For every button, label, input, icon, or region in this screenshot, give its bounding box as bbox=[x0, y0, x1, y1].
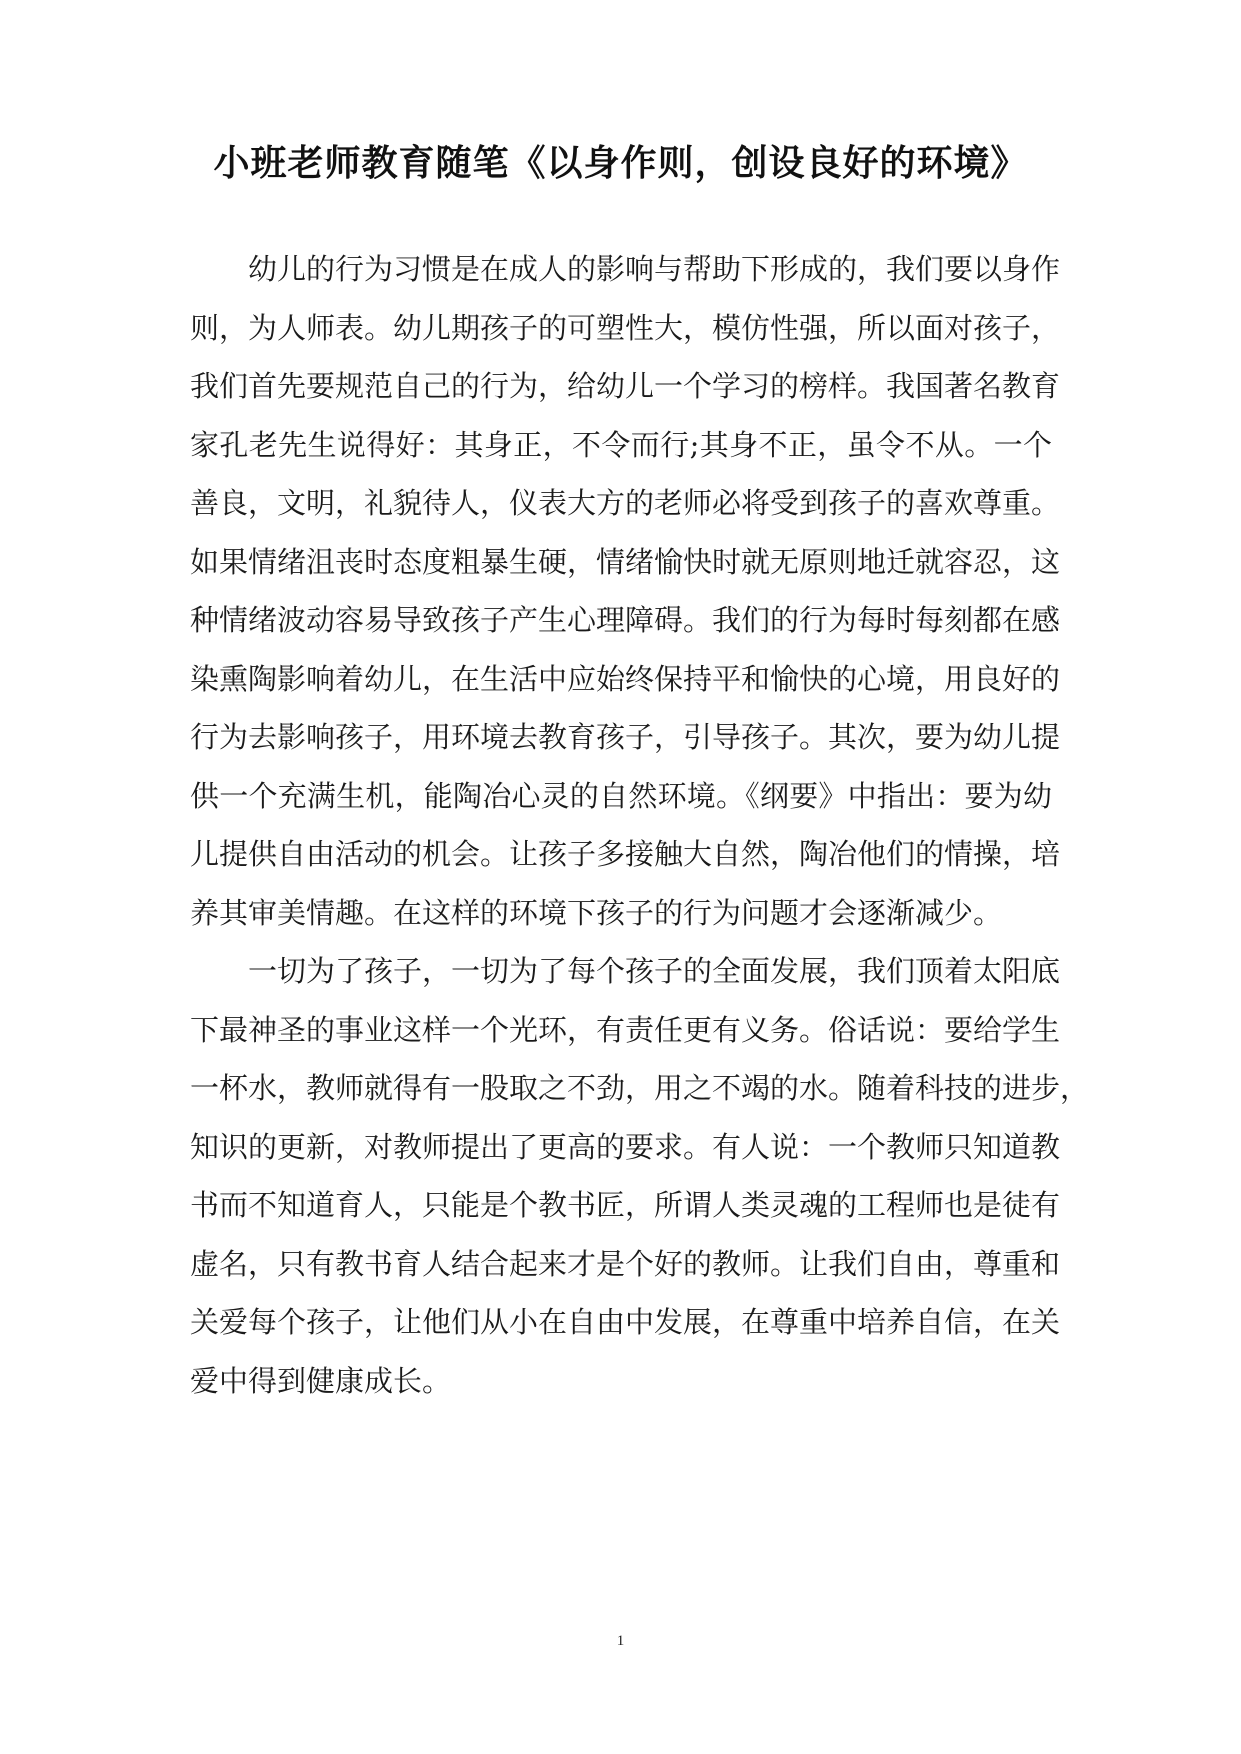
paragraph-1 bbox=[190, 240, 1061, 942]
paragraph-line: 知识的更新，对教师提出了更高的要求。有人说：一个教师只知道教 bbox=[190, 1129, 1061, 1164]
paragraph-line: 儿提供自由活动的机会。让孩子多接触大自然，陶冶他们的情操，培 bbox=[190, 837, 1061, 871]
page-number: 1 bbox=[616, 1633, 625, 1649]
document-title: 小班老师教育随笔《以身作则，创设良好的环境》 bbox=[213, 143, 1028, 184]
paragraph-line: 爱中得到健康成长。 bbox=[190, 1363, 452, 1398]
paragraph-line: 供一个充满生机，能陶冶心灵的自然环境。《纲要》中指出：要为幼 bbox=[190, 778, 1052, 813]
paragraph-2 bbox=[190, 942, 1090, 1410]
paragraph-line: 我们首先要规范自己的行为，给幼儿一个学习的榜样。我国著名教育 bbox=[190, 369, 1061, 403]
paragraph-line: 幼儿的行为习惯是在成人的影响与帮助下形成的，我们要以身作 bbox=[248, 252, 1061, 286]
paragraph-line: 种情绪波动容易导致孩子产生心理障碍。我们的行为每时每刻都在感 bbox=[190, 603, 1061, 637]
paragraph-line: 书而不知道育人，只能是个教书匠，所谓人类灵魂的工程师也是徒有 bbox=[190, 1188, 1061, 1222]
document-body bbox=[190, 240, 1090, 1410]
paragraph-line: 下最神圣的事业这样一个光环，有责任更有义务。俗话说：要给学生 bbox=[190, 1012, 1061, 1047]
paragraph-line: 虚名，只有教书育人结合起来才是个好的教师。让我们自由，尊重和 bbox=[190, 1246, 1061, 1281]
paragraph-line: 家孔老先生说得好：其身正，不令而行;其身不正，虽令不从。一个 bbox=[190, 427, 1052, 462]
paragraph-line: 行为去影响孩子，用环境去教育孩子，引导孩子。其次，要为幼儿提 bbox=[190, 720, 1061, 754]
paragraph-line: 则，为人师表。幼儿期孩子的可塑性大，模仿性强，所以面对孩子， bbox=[190, 310, 1061, 345]
paragraph-line: 一切为了孩子，一切为了每个孩子的全面发展，我们顶着太阳底 bbox=[248, 954, 1061, 988]
paragraph-line: 如果情绪沮丧时态度粗暴生硬，情绪愉快时就无原则地迁就容忍，这 bbox=[190, 544, 1061, 579]
paragraph-line: 善良，文明，礼貌待人，仪表大方的老师必将受到孩子的喜欢尊重。 bbox=[190, 486, 1061, 520]
paragraph-line: 关爱每个孩子，让他们从小在自由中发展，在尊重中培养自信，在关 bbox=[190, 1305, 1061, 1339]
paragraph-line: 一杯水，教师就得有一股取之不劲，用之不竭的水。随着科技的进步， bbox=[190, 1071, 1090, 1105]
paragraph-line: 养其审美情趣。在这样的环境下孩子的行为问题才会逐渐减少。 bbox=[190, 895, 1003, 930]
paragraph-line: 染熏陶影响着幼儿，在生活中应始终保持平和愉快的心境，用良好的 bbox=[190, 661, 1061, 696]
